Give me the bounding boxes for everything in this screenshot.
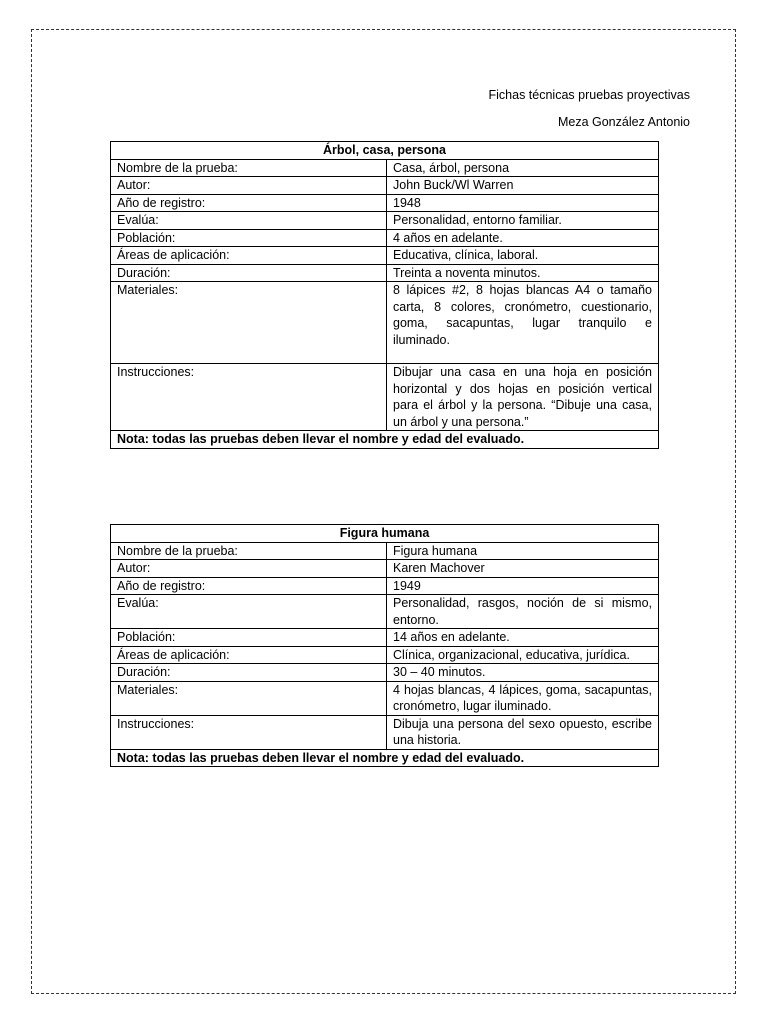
row-value: Casa, árbol, persona	[387, 159, 659, 177]
row-value: Figura humana	[387, 542, 659, 560]
table-row	[111, 595, 659, 629]
table-row	[111, 646, 659, 664]
row-value: 4 hojas blancas, 4 lápices, goma, sacapuntas, cronómetro, lugar iluminado.	[387, 681, 659, 715]
row-label: Instrucciones:	[111, 364, 387, 431]
row-value: Dibuja una persona del sexo opuesto, escribe una historia.	[387, 715, 659, 749]
row-value: 4 años en adelante.	[387, 229, 659, 247]
table-heading-row	[111, 142, 659, 160]
row-value: Dibujar una casa en una hoja en posición horizontal y dos hojas en posición vertical para el árbol y la persona. “Dibuje una casa, un árbol y una persona.”	[387, 364, 659, 431]
row-value: 8 lápices #2, 8 hojas blancas A4 o tamaño carta, 8 colores, cronómetro, cuestionario, goma, sacapuntas, lugar tranquilo e iluminado.	[387, 282, 659, 364]
table-row	[111, 194, 659, 212]
table-row	[111, 681, 659, 715]
document-title: Fichas técnicas pruebas proyectivas	[488, 88, 690, 102]
row-label: Duración:	[111, 664, 387, 682]
table-row	[111, 542, 659, 560]
table-row	[111, 159, 659, 177]
row-value: Personalidad, rasgos, noción de si mismo, entorno.	[387, 595, 659, 629]
row-value: 30 – 40 minutos.	[387, 664, 659, 682]
table-row	[111, 364, 659, 431]
row-label: Nombre de la prueba:	[111, 159, 387, 177]
row-label: Áreas de aplicación:	[111, 247, 387, 265]
table-row	[111, 715, 659, 749]
table-note: Nota: todas las pruebas deben llevar el nombre y edad del evaluado.	[111, 749, 659, 767]
row-value: Treinta a noventa minutos.	[387, 264, 659, 282]
table-row	[111, 664, 659, 682]
table-row	[111, 577, 659, 595]
table-heading: Árbol, casa, persona	[111, 142, 659, 160]
table-heading: Figura humana	[111, 525, 659, 543]
row-value: Karen Machover	[387, 560, 659, 578]
table-arbol-casa-persona	[110, 141, 659, 449]
row-label: Áreas de aplicación:	[111, 646, 387, 664]
row-label: Materiales:	[111, 681, 387, 715]
row-label: Autor:	[111, 177, 387, 195]
row-value: John Buck/Wl Warren	[387, 177, 659, 195]
table-row	[111, 212, 659, 230]
row-label: Año de registro:	[111, 577, 387, 595]
document-author: Meza González Antonio	[557, 115, 690, 129]
row-label: Evalúa:	[111, 212, 387, 230]
table-row	[111, 229, 659, 247]
row-value: 1948	[387, 194, 659, 212]
table-note-row	[111, 749, 659, 767]
row-label: Nombre de la prueba:	[111, 542, 387, 560]
row-value: Personalidad, entorno familiar.	[387, 212, 659, 230]
row-label: Instrucciones:	[111, 715, 387, 749]
row-label: Evalúa:	[111, 595, 387, 629]
row-label: Materiales:	[111, 282, 387, 364]
table-note-row	[111, 431, 659, 449]
row-label: Población:	[111, 229, 387, 247]
row-label: Autor:	[111, 560, 387, 578]
row-label: Duración:	[111, 264, 387, 282]
table-heading-row	[111, 525, 659, 543]
row-label: Población:	[111, 629, 387, 647]
row-value: Clínica, organizacional, educativa, jurídica.	[387, 646, 659, 664]
row-value: 14 años en adelante.	[387, 629, 659, 647]
table-row	[111, 629, 659, 647]
table-note: Nota: todas las pruebas deben llevar el nombre y edad del evaluado.	[111, 431, 659, 449]
table-row	[111, 282, 659, 364]
table-row	[111, 247, 659, 265]
row-label: Año de registro:	[111, 194, 387, 212]
table-row	[111, 177, 659, 195]
row-value: 1949	[387, 577, 659, 595]
table-row	[111, 264, 659, 282]
table-row	[111, 560, 659, 578]
table-figura-humana	[110, 524, 659, 767]
row-value: Educativa, clínica, laboral.	[387, 247, 659, 265]
